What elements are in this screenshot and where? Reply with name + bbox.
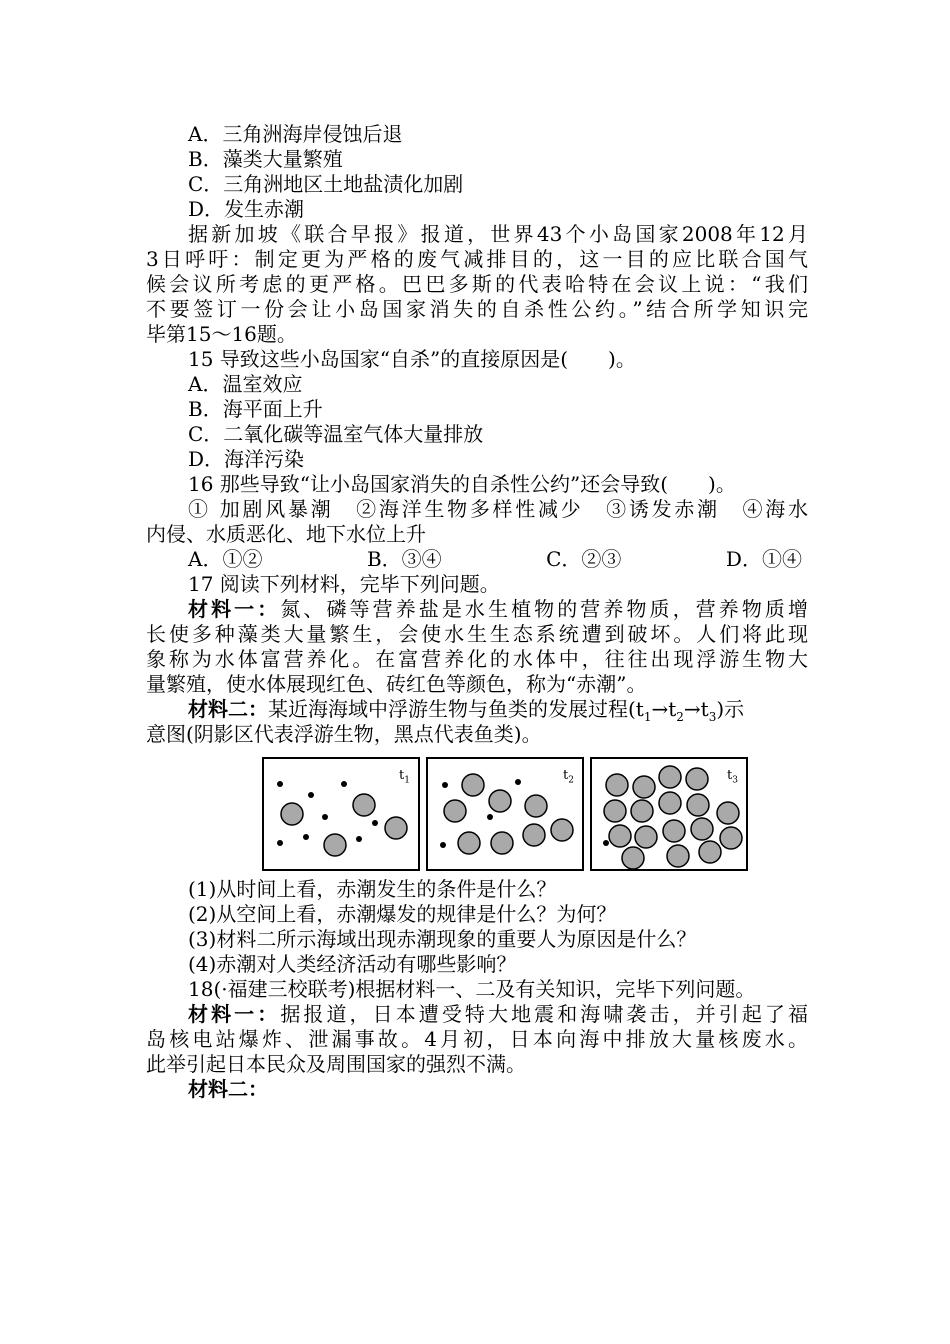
panel-t1-drawing — [264, 759, 418, 869]
q16-options — [146, 547, 808, 572]
q15-option-c: C．二氧化碳等温室气体大量排放 — [188, 422, 484, 446]
passage-line: 据新加坡《联合早报》报道，世界43个小岛国家2008年12月 — [188, 222, 808, 246]
q17-sub-question: (4)赤潮对人类经济活动有哪些影响？ — [188, 952, 517, 976]
q15-option-a: A．温室效应 — [188, 372, 303, 396]
figure-panel-t3 — [590, 757, 748, 871]
passage-line: 不要签订一份会让小岛国家消失的自杀性公约。”结合所学知识完 — [146, 297, 808, 321]
panel-t2-drawing — [428, 759, 582, 869]
panel-t3-drawing — [592, 759, 746, 869]
figure-panel-t2 — [426, 757, 584, 871]
material-one-line: 量繁殖，使水体展现红色、砖红色等颜色，称为“赤潮”。 — [146, 672, 647, 696]
material-one-line: 象称为水体富营养化。在富营养化的水体中，往往出现浮游生物大 — [146, 647, 808, 671]
q17-sub-question: (3)材料二所示海域出现赤潮现象的重要人为原因是什么？ — [188, 927, 697, 951]
q16-option-d: D．①④ — [725, 547, 802, 571]
material-one-label: 材料一： — [188, 597, 281, 621]
q16-option-a: A．①② — [188, 547, 263, 571]
q18-stem: 18(·福建三校联考)根据材料一、二及有关知识，完毕下列问题。 — [188, 977, 756, 1001]
panel-t3-label: $t_3$ — [727, 768, 738, 786]
q18-material-one: 材料一：据报道，日本遭受特大地震和海啸袭击，并引起了福 — [188, 1002, 808, 1026]
q14-option-b: B．藻类大量繁殖 — [188, 147, 343, 171]
q18-material-one-line: 此举引起日本民众及周围国家的强烈不满。 — [146, 1052, 526, 1076]
q15-stem: 15 导致这些小岛国家“自杀”的直接原因是( )。 — [188, 347, 636, 371]
passage-line: 毕第15～16题。 — [146, 322, 297, 346]
q16-stem: 16 那些导致“让小岛国家消失的自杀性公约”还会导致( )。 — [188, 472, 736, 496]
material-one: 材料一：氮、磷等营养盐是水生植物的营养物质，营养物质增 — [188, 597, 808, 621]
q18-material-two-label: 材料二： — [188, 1077, 268, 1101]
q14-option-c: C．三角洲地区土地盐渍化加剧 — [188, 172, 464, 196]
material-one-line: 长使多种藻类大量繁生，会使水生生态系统遭到破坏。人们将此现 — [146, 622, 808, 646]
q16-option-b: B．③④ — [366, 547, 442, 571]
q17-stem: 17 阅读下列材料，完毕下列问题。 — [188, 572, 500, 596]
passage-line: 候会议所考虑的更严格。巴巴多斯的代表哈特在会议上说：“我们 — [146, 272, 808, 296]
passage-line: 3日呼吁：制定更为严格的废气减排目的，这一目的应比联合国气 — [146, 247, 808, 271]
q14-option-a: A．三角洲海岸侵蚀后退 — [188, 122, 403, 146]
material-two-label: 材料二： — [188, 697, 268, 721]
panel-t2-label: $t_2$ — [563, 768, 574, 786]
material-two: 材料二：某近海海域中浮游生物与鱼类的发展过程$(t_1\to t_2\to t_3)$示 — [188, 697, 745, 722]
figure-panel-t1 — [262, 757, 420, 871]
q16-items: 内侵、水质恶化、地下水位上升 — [146, 522, 426, 546]
q17-sub-question: (1)从时间上看，赤潮发生的条件是什么？ — [188, 877, 557, 901]
q15-option-d: D．海洋污染 — [188, 447, 305, 471]
q18-material-one-label: 材料一： — [188, 1002, 281, 1026]
document-page — [146, 122, 808, 1102]
q17-sub-question: (2)从空间上看，赤潮爆发的规律是什么？为何？ — [188, 902, 617, 926]
material-two-line: 意图(阴影区代表浮游生物，黑点代表鱼类)。 — [146, 722, 542, 746]
panel-t1-label: $t_1$ — [399, 768, 410, 786]
q16-option-c: C．②③ — [546, 547, 622, 571]
q18-material-one-line: 岛核电站爆炸、泄漏事故。4月初，日本向海中排放大量核废水。 — [146, 1027, 808, 1051]
plankton-fish-figure — [262, 757, 808, 871]
q14-option-d: D．发生赤潮 — [188, 197, 305, 221]
q16-items: ① 加剧风暴潮 ②海洋生物多样性减少 ③诱发赤潮 ④海水 — [188, 497, 808, 521]
q15-option-b: B．海平面上升 — [188, 397, 323, 421]
